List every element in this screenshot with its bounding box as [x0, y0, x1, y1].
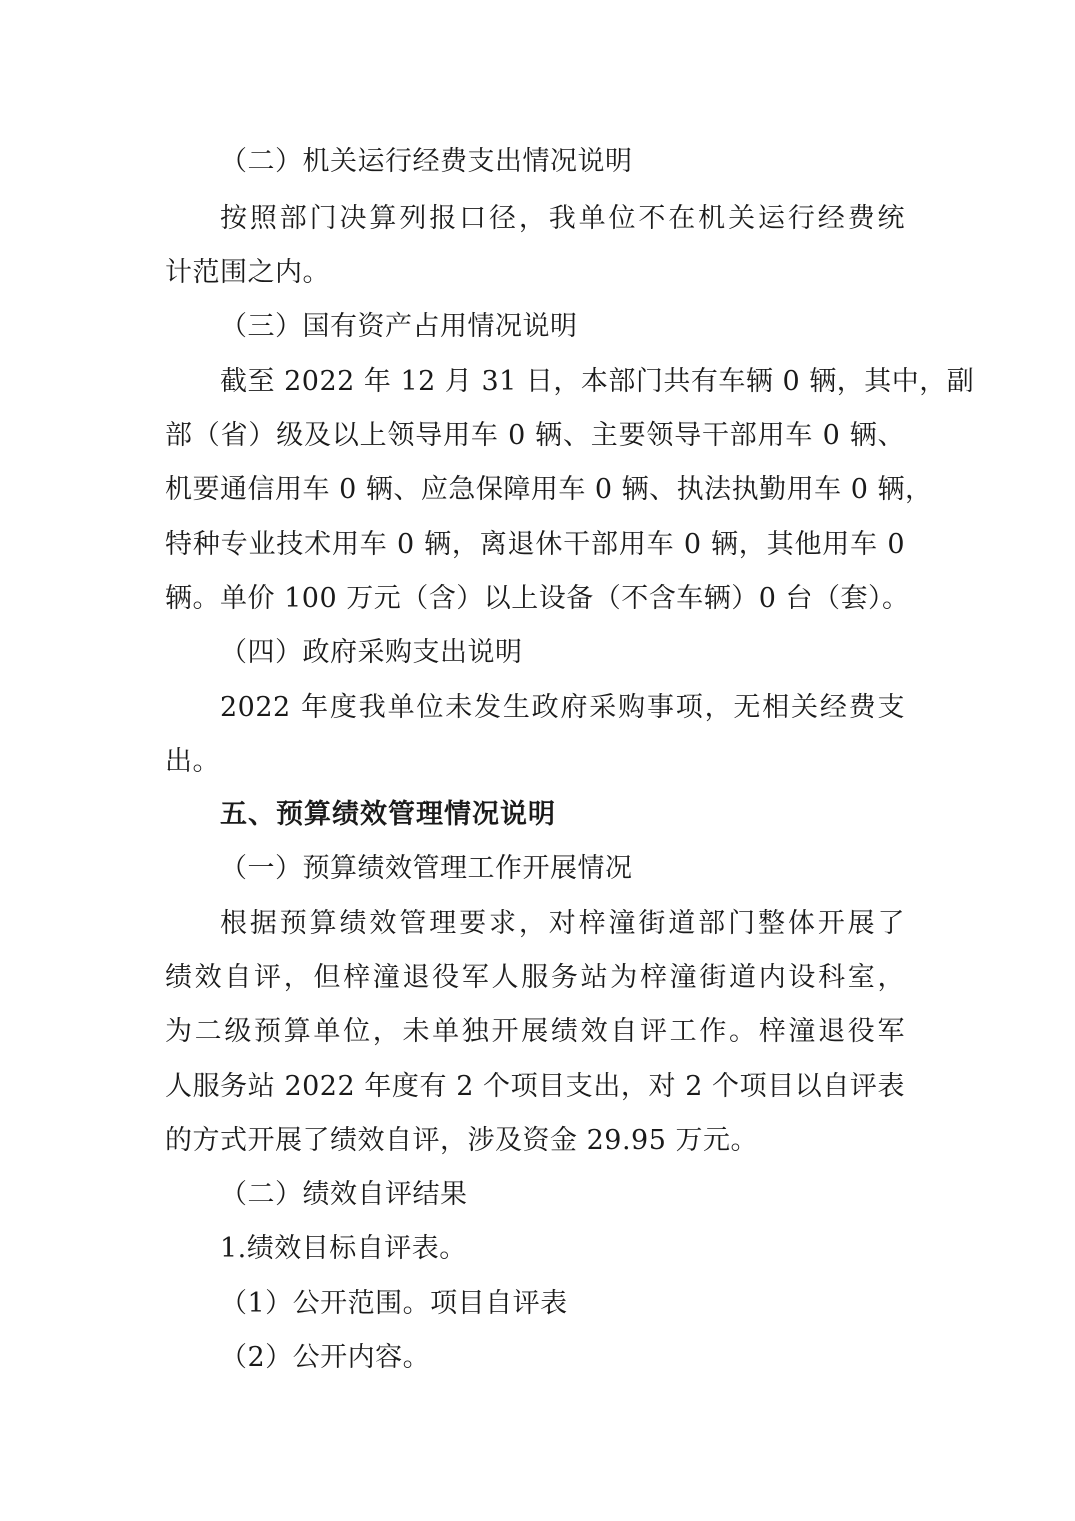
subheading-performance-work: （一）预算绩效管理工作开展情况 — [220, 853, 633, 884]
paragraph-line: 特种专业技术用车 0 辆，离退休干部用车 0 辆，其他用车 0 — [165, 529, 905, 560]
paragraph-line: 计范围之内。 — [165, 257, 330, 288]
paragraph-line: 人服务站 2022 年度有 2 个项目支出，对 2 个项目以自评表 — [165, 1071, 905, 1102]
subheading-government-procurement: （四）政府采购支出说明 — [220, 637, 523, 668]
list-item: 1.绩效目标自评表。 — [220, 1233, 467, 1264]
list-item: （2）公开内容。 — [220, 1342, 431, 1373]
paragraph-line: 2022 年度我单位未发生政府采购事项，无相关经费支 — [220, 692, 905, 723]
subheading-state-assets: （三）国有资产占用情况说明 — [220, 311, 578, 342]
paragraph-line: 出。 — [165, 746, 220, 777]
paragraph-line: 辆。单价 100 万元（含）以上设备（不含车辆）0 台（套）。 — [165, 583, 910, 614]
subheading-self-evaluation-results: （二）绩效自评结果 — [220, 1179, 468, 1210]
paragraph-line: 按照部门决算列报口径，我单位不在机关运行经费统 — [220, 203, 905, 234]
section-heading-budget-performance: 五、预算绩效管理情况说明 — [220, 799, 556, 830]
paragraph-line: 绩效自评，但梓潼退役军人服务站为梓潼街道内设科室， — [165, 962, 905, 993]
subheading-admin-operating-expenses: （二）机关运行经费支出情况说明 — [220, 146, 633, 177]
paragraph-line: 为二级预算单位，未单独开展绩效自评工作。梓潼退役军 — [165, 1016, 905, 1047]
paragraph-line: 根据预算绩效管理要求，对梓潼街道部门整体开展了 — [220, 908, 905, 939]
paragraph-line: 部（省）级及以上领导用车 0 辆、主要领导干部用车 0 辆、 — [165, 420, 905, 451]
paragraph-line: 机要通信用车 0 辆、应急保障用车 0 辆、执法执勤用车 0 辆， — [165, 474, 933, 505]
paragraph-line: 的方式开展了绩效自评，涉及资金 29.95 万元。 — [165, 1125, 758, 1156]
paragraph-line: 截至 2022 年 12 月 31 日，本部门共有车辆 0 辆，其中，副 — [220, 366, 975, 397]
list-item: （1）公开范围。项目自评表 — [220, 1288, 568, 1319]
